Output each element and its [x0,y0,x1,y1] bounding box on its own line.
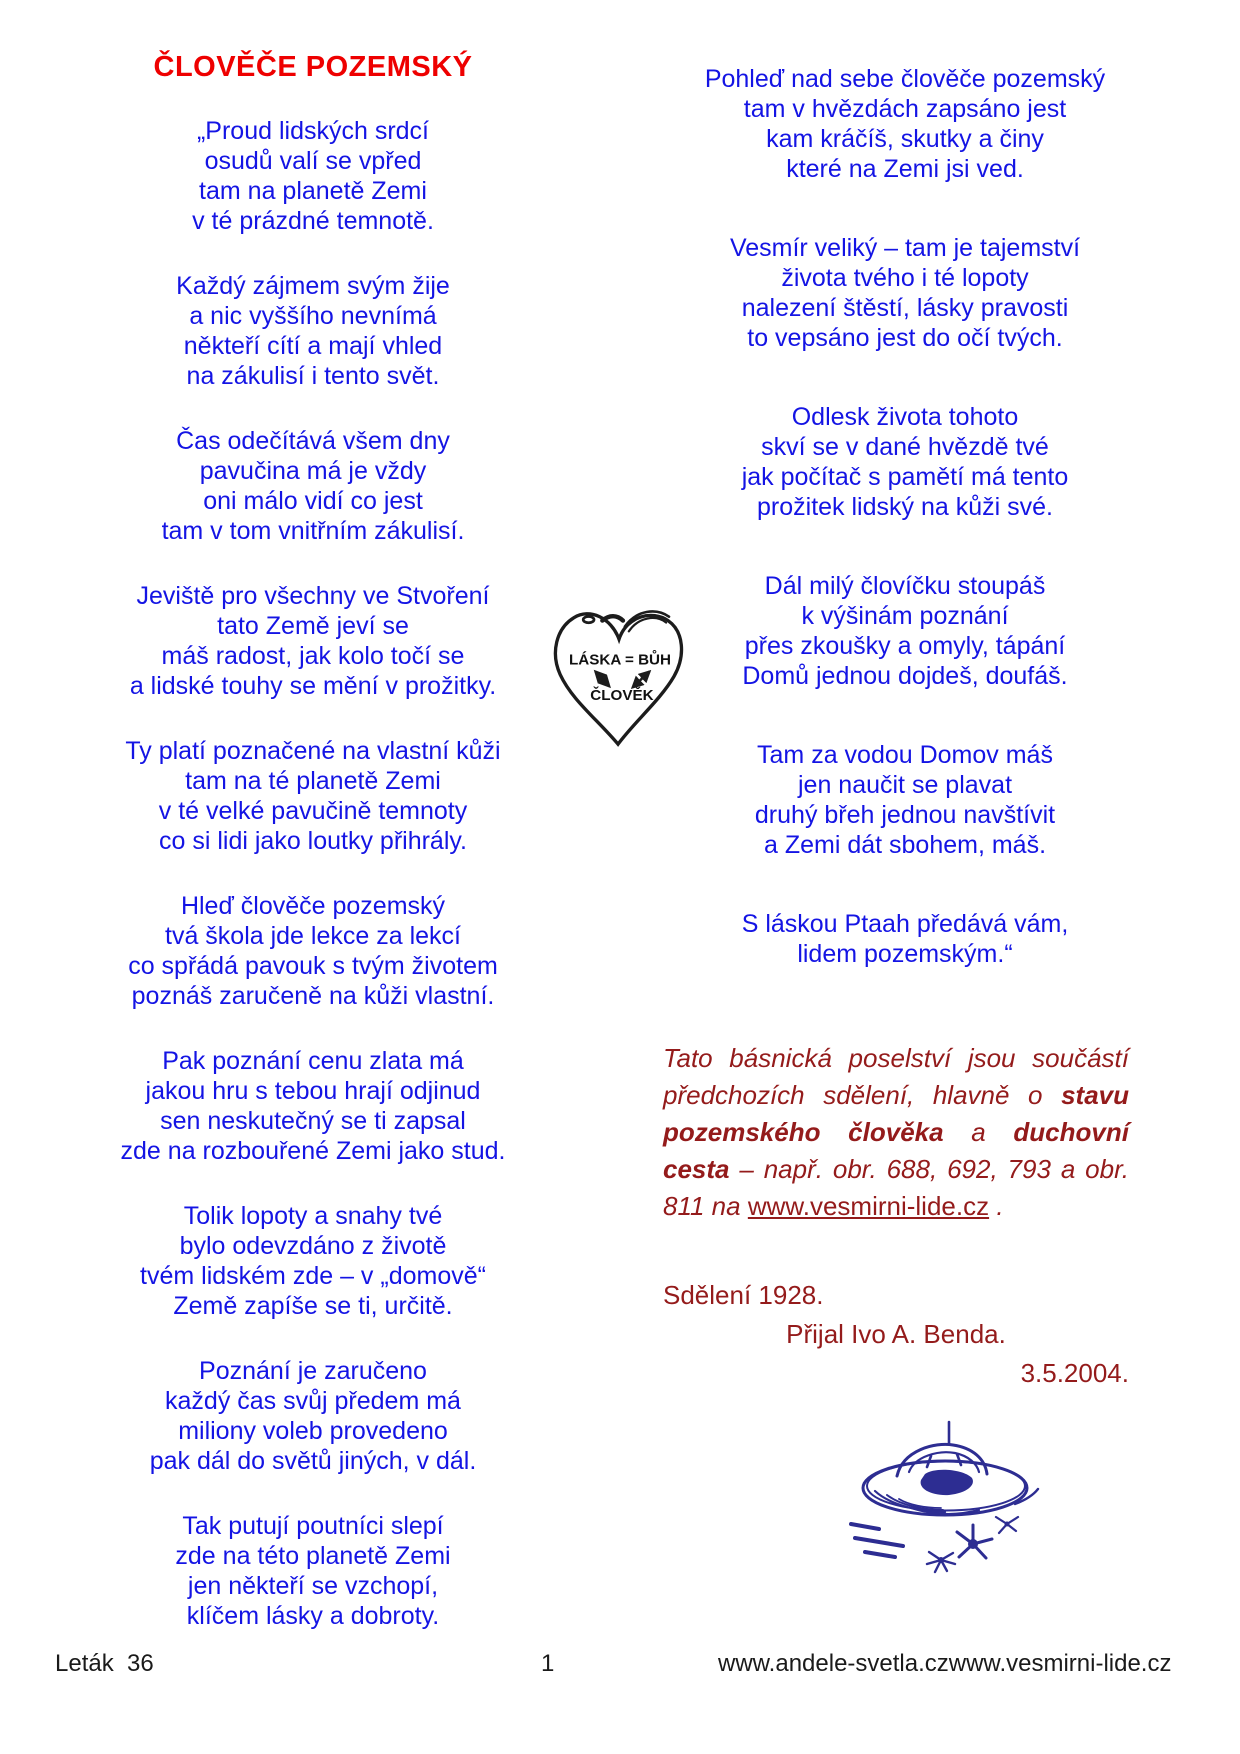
stanza: Pak poznání cenu zlata má jakou hru s tebou hrají odjinud sen neskutečný se ti zapsal zde na rozbouřené Zemi jako stud. [120,1047,506,1165]
ufo-drawing [845,1412,1045,1577]
stanza: Pohleď nad sebe člověče pozemský tam v hvězdách zapsáno jest kam kráčíš, skutky a činy které na Zemi jsi ved. [704,65,1106,183]
footer-page-number: 1 [541,1650,555,1677]
footer-leaflet-number: Leták 36 [55,1650,154,1677]
poem-column-left [72,50,554,1666]
vesmirni-lide-link[interactable]: www.vesmirni-lide.cz [747,1191,990,1221]
text-segment: – např. obr. 688, 692, 793 a obr. 811 na [663,1154,1129,1221]
stanza: Jeviště pro všechny ve Stvoření tato Země jeví se máš radost, jak kolo točí se a lidské touhy se mění v prožitky. [129,582,497,700]
stanza: Tak putují poutníci slepí zde na této planetě Zemi jen někteří se vzchopí, klíčem lásky a dobroty. [175,1512,451,1630]
stanza: Poznání je zaručeno každý čas svůj předem má miliony voleb provedeno pak dál do světů jiných, v dál. [149,1357,477,1475]
ufo-shading [921,1470,973,1495]
poem-left-stanzas [72,116,554,1631]
motion-lines [851,1524,903,1557]
heart-icon [546,600,694,752]
footer-urls [718,1650,1172,1678]
stanza: Ty platí poznačené na vlastní kůži tam na té planetě Zemi v té velké pavučině temnoty co si lidi jako loutky přihrály. [125,737,501,855]
text-segment: . [989,1191,1004,1221]
stanza: Odlesk života tohoto skví se v dané hvězdě tvé jak počítač s pamětí má tento prožitek lidský na kůži své. [741,403,1069,521]
page-title: ČLOVĚČE POZEMSKÝ [153,51,473,83]
arrow-clovek-laska [595,672,609,687]
message-info [663,1276,1129,1393]
text-segment: duchovní cesta [663,1117,1129,1184]
message-number: Sdělení 1928. [663,1280,824,1310]
message-receiver: Přijal Ivo A. Benda. [786,1319,1006,1349]
poem-column-right [640,64,1170,1018]
heart-text-clovek: ČLOVĚK [590,687,654,705]
footer-url-vesmirni-lide: www.vesmirni-lide.cz [948,1650,1172,1677]
stanza: Tam za vodou Domov máš jen naučit se plavat druhý břeh jednou navštívit a Zemi dát sbohem, máš. [754,741,1056,859]
stanza: Tolik lopoty a snahy tvé bylo odevzdáno z životě tvém lidském zde – v „domově“ Země zapíše se ti, určitě. [140,1202,486,1320]
stars [927,1517,1018,1572]
stanza: Hleď člověče pozemský tvá škola jde lekce za lekcí co spřádá pavouk s tvým životem poznáš zaručeně na kůži vlastní. [128,892,498,1010]
footer-url-andele-svetla: www.andele-svetla.cz [718,1650,949,1677]
stanza: Každý zájmem svým žije a nic vyššího nevnímá někteří cítí a mají vhled na zákulisí i tento svět. [176,272,450,390]
stanza: Dál milý človíčku stoupáš k výšinám poznání přes zkoušky a omyly, tápání Domů jednou dojdeš, doufáš. [742,572,1068,690]
note-paragraph [663,1040,1129,1225]
ufo-icon [845,1412,1045,1577]
arrow-clovek-buh [633,672,650,688]
heart-text-laska-buh: LÁSKA = BŮH [569,651,671,669]
stanza: Čas odečítává všem dny pavučina má je vždy oni málo vidí co jest tam v tom vnitřním zákulisí. [161,427,465,545]
message-date: 3.5.2004. [1020,1358,1129,1388]
stanza: Vesmír veliký – tam je tajemství života tvého i té lopoty nalezení štěstí, lásky pravosti to vepsáno jest do očí tvých. [729,234,1081,352]
stanza: „Proud lidských srdcí osudů valí se vpřed tam na planetě Zemi v té prázdné temnotě. [192,117,434,235]
stanza: S láskou Ptaah předává vám, lidem pozemským.“ [741,910,1069,968]
text-segment: a [943,1117,1014,1147]
text-segment: Tato básnická poselství jsou součástí předchozích sdělení, hlavně o [663,1043,1129,1110]
heart-drawing [546,600,694,752]
text-segment: stavu pozemského člověka [663,1080,1129,1147]
poem-right-stanzas [640,64,1170,969]
